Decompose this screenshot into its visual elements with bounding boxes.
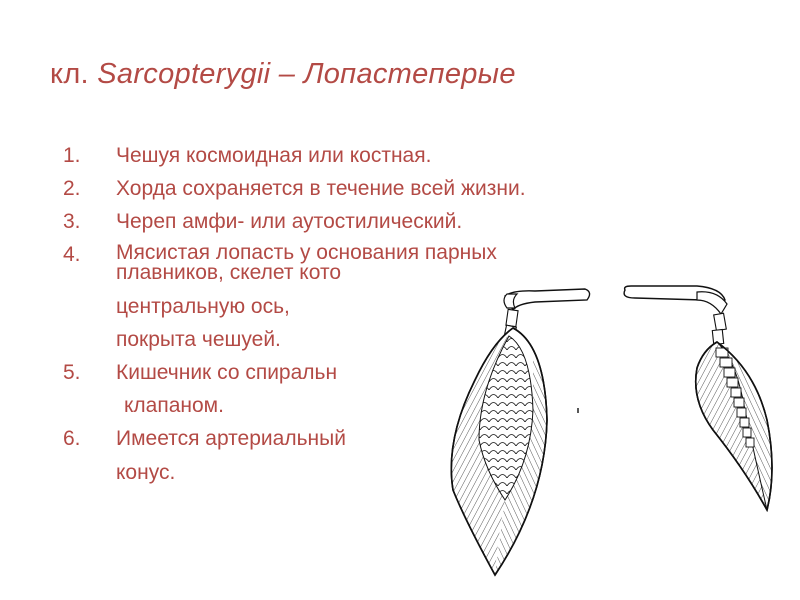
list-item-number: 3. (63, 210, 81, 233)
list-item-text: Чешуя космоидная или костная. (116, 144, 432, 167)
list-item-text: Мясистая лопасть у основания парных (116, 241, 497, 264)
list-item-number: 1. (63, 144, 81, 167)
list-item-number: 4. (63, 243, 81, 266)
list-item-text: Череп амфи- или аутостилический. (116, 210, 463, 233)
lobe-fin-skeleton-illustration (435, 270, 795, 600)
list-item (63, 177, 703, 201)
title-russian-name: Лопастеперые (303, 58, 516, 90)
left-fin-drawing (451, 289, 589, 575)
slide-title (50, 58, 516, 91)
list-item-text: Хорда сохраняется в течение всей жизни. (116, 177, 526, 200)
list-item-text-continued: покрыта чешуей. (116, 328, 281, 351)
right-fin-drawing (624, 286, 772, 510)
list-item-text-continued: клапаном. (124, 394, 224, 417)
list-item-text-continued: центральную ось, (116, 295, 290, 318)
list-item-text-continued: конус. (116, 461, 176, 484)
title-latin-name: Sarcopterygii (97, 58, 271, 90)
list-item-text-continued: плавников, скелет кото (116, 261, 342, 284)
list-item-number: 6. (63, 427, 81, 450)
list-item (63, 144, 703, 168)
title-prefix: кл. (50, 58, 89, 90)
list-item-text: Кишечник со спиральн (116, 361, 338, 384)
title-dash: – (278, 58, 296, 90)
list-item-text: Имеется артериальный (116, 427, 346, 450)
list-item-number: 2. (63, 177, 81, 200)
list-item (63, 210, 703, 234)
list-item-number: 5. (63, 361, 81, 384)
